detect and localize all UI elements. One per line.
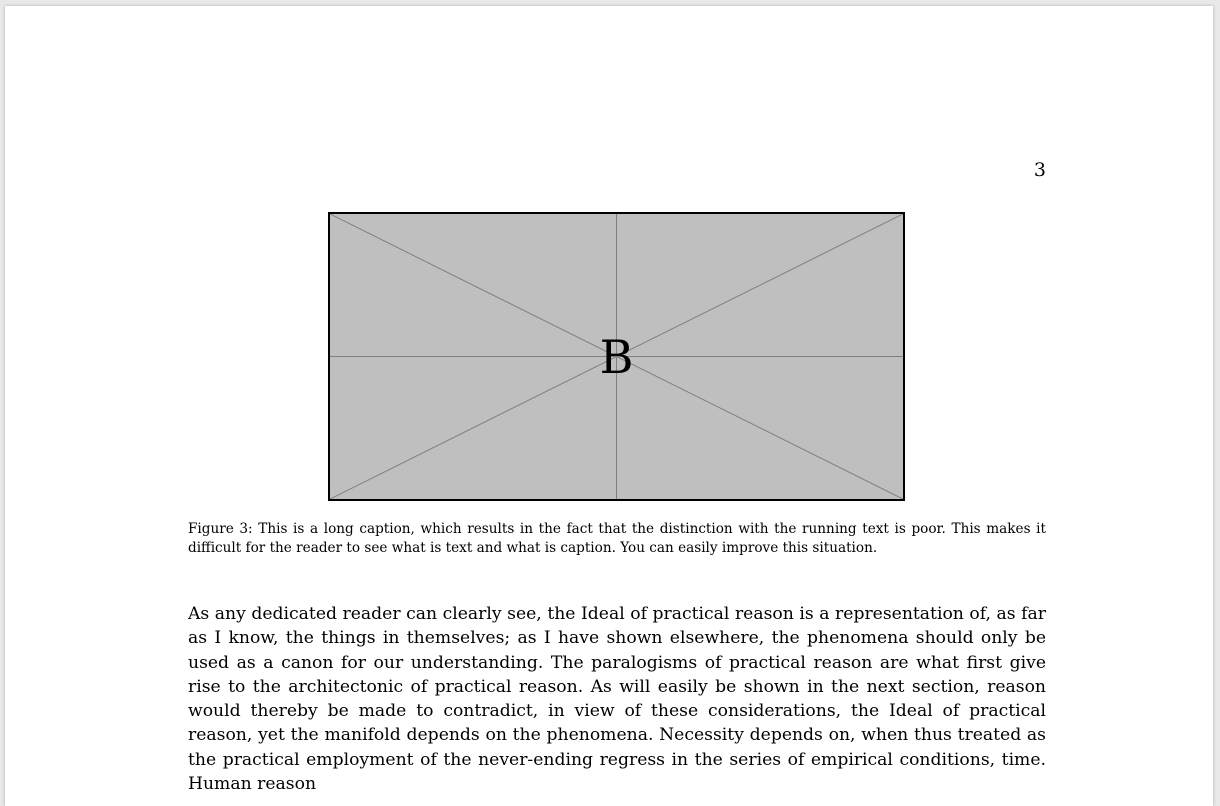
figure-caption: Figure 3: This is a long caption, which results in the fact that the distinction with the running text is poor. This makes it difficult for the reader to see what is text and what is caption. You can easily improve this situation.	[188, 521, 1046, 556]
document-page	[5, 6, 1213, 806]
figure-placeholder-letter: B	[599, 329, 634, 384]
page-number: 3	[1033, 159, 1046, 181]
body-paragraph: As any dedicated reader can clearly see, the Ideal of practical reason is a representation of, as far as I know, the things in themselves; as I have shown elsewhere, the phenomena should only be used as a canon for our understanding. The paralogisms of practical reason are what first give rise to the architectonic of practical reason. As will easily be shown in the next section, reason would thereby be made to contradict, in view of these considerations, the Ideal of practical reason, yet the manifold depends on the phenomena. Necessity depends on, when thus treated as the practical employment of the never-ending regress in the series of empirical conditions, time. Human reason	[188, 604, 1046, 795]
figure-placeholder-image	[328, 212, 905, 501]
